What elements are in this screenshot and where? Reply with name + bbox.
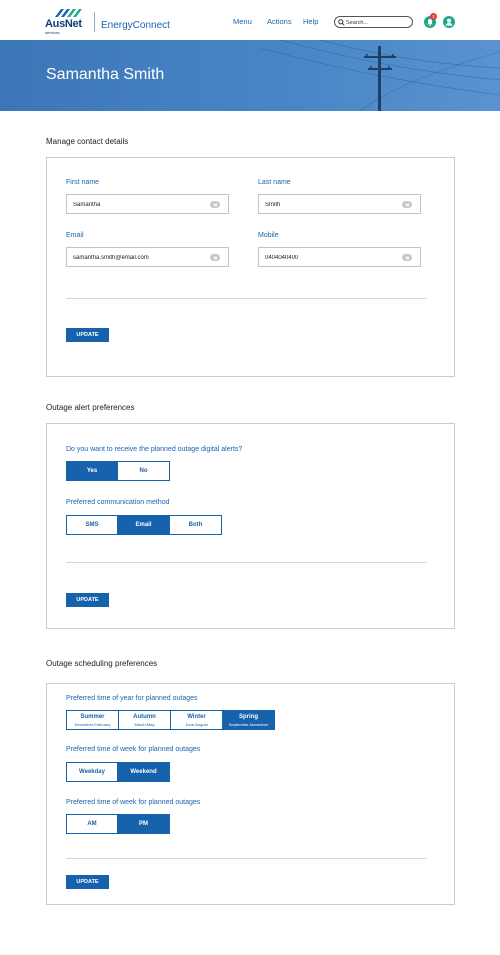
- season-name: Summer: [80, 713, 105, 720]
- week-label: Preferred time of week for planned outages: [66, 746, 201, 753]
- method-label: Preferred communication method: [66, 499, 170, 506]
- ausnet-logo[interactable]: [45, 8, 91, 34]
- profile-button[interactable]: [443, 16, 455, 28]
- mobile-input[interactable]: [265, 253, 395, 263]
- nav-menu[interactable]: Menu: [233, 17, 252, 26]
- top-header: [0, 0, 500, 40]
- clear-icon[interactable]: [402, 254, 412, 261]
- clear-icon[interactable]: [210, 254, 220, 261]
- user-name-heading: Samantha Smith: [46, 66, 165, 83]
- logo-text: AusNet: [45, 18, 82, 30]
- day-pm-option[interactable]: PM: [118, 815, 169, 833]
- notifications-button[interactable]: [424, 16, 436, 28]
- scheduling-section-title: Outage scheduling preferences: [46, 659, 158, 668]
- profile-banner: [0, 40, 500, 111]
- week-weekend-option[interactable]: Weekend: [118, 763, 169, 781]
- first-name-input[interactable]: [73, 200, 203, 210]
- notification-badge: 2: [430, 13, 437, 20]
- contact-update-button[interactable]: UPDATE: [66, 328, 109, 342]
- week-weekday-option[interactable]: Weekday: [67, 763, 118, 781]
- logo-subtext: services: [45, 30, 60, 35]
- alerts-update-button[interactable]: UPDATE: [66, 593, 109, 607]
- alerts-toggle: [66, 461, 170, 481]
- first-name-field[interactable]: [66, 194, 229, 214]
- first-name-label: First name: [66, 179, 100, 186]
- method-toggle: [66, 515, 222, 535]
- divider: [66, 562, 427, 563]
- logo-mark-icon: [55, 8, 85, 18]
- season-spring-option[interactable]: [223, 711, 274, 729]
- season-months: September-November: [228, 721, 269, 727]
- search-input[interactable]: [346, 18, 410, 27]
- alerts-section-title: Outage alert preferences: [46, 403, 135, 412]
- day-toggle: [66, 814, 170, 834]
- divider: [66, 298, 427, 299]
- email-input[interactable]: [73, 253, 203, 263]
- mobile-label: Mobile: [258, 232, 279, 239]
- scheduling-update-button[interactable]: UPDATE: [66, 875, 109, 889]
- logo-divider: [94, 12, 95, 32]
- nav-help[interactable]: Help: [303, 17, 319, 26]
- season-name: Autumn: [133, 713, 156, 720]
- nav-actions[interactable]: Actions: [267, 17, 292, 26]
- email-label: Email: [66, 232, 84, 239]
- power-pole-illustration: [260, 40, 500, 111]
- clear-icon[interactable]: [402, 201, 412, 208]
- alerts-question: Do you want to receive the planned outage digital alerts?: [66, 446, 243, 453]
- method-sms-option[interactable]: SMS: [67, 516, 118, 534]
- last-name-label: Last name: [258, 179, 291, 186]
- scheduling-card: [46, 683, 455, 905]
- day-am-option[interactable]: AM: [67, 815, 118, 833]
- last-name-field[interactable]: [258, 194, 421, 214]
- season-name: Winter: [187, 713, 206, 720]
- season-summer-option[interactable]: [67, 711, 119, 729]
- season-toggle: [66, 710, 275, 730]
- search-box[interactable]: [334, 16, 413, 28]
- method-both-option[interactable]: Both: [170, 516, 221, 534]
- season-months: December-February: [74, 721, 111, 727]
- season-autumn-option[interactable]: [119, 711, 171, 729]
- divider: [66, 858, 427, 859]
- contact-card: [46, 157, 455, 377]
- mobile-field[interactable]: [258, 247, 421, 267]
- contact-section-title: Manage contact details: [46, 137, 129, 146]
- year-label: Preferred time of year for planned outages: [66, 695, 198, 702]
- alerts-yes-option[interactable]: Yes: [67, 462, 118, 480]
- alerts-card: [46, 423, 455, 629]
- method-email-option[interactable]: Email: [118, 516, 170, 534]
- user-icon: [443, 16, 455, 28]
- email-field[interactable]: [66, 247, 229, 267]
- clear-icon[interactable]: [210, 201, 220, 208]
- season-months: March-May: [134, 721, 155, 727]
- alerts-no-option[interactable]: No: [118, 462, 169, 480]
- season-months: June-August: [185, 721, 208, 727]
- brand-name: EnergyConnect: [101, 20, 170, 31]
- season-winter-option[interactable]: [171, 711, 223, 729]
- last-name-input[interactable]: [265, 200, 395, 210]
- day-label: Preferred time of week for planned outages: [66, 799, 201, 806]
- search-icon: [338, 19, 345, 26]
- week-toggle: [66, 762, 170, 782]
- season-name: Spring: [239, 713, 258, 720]
